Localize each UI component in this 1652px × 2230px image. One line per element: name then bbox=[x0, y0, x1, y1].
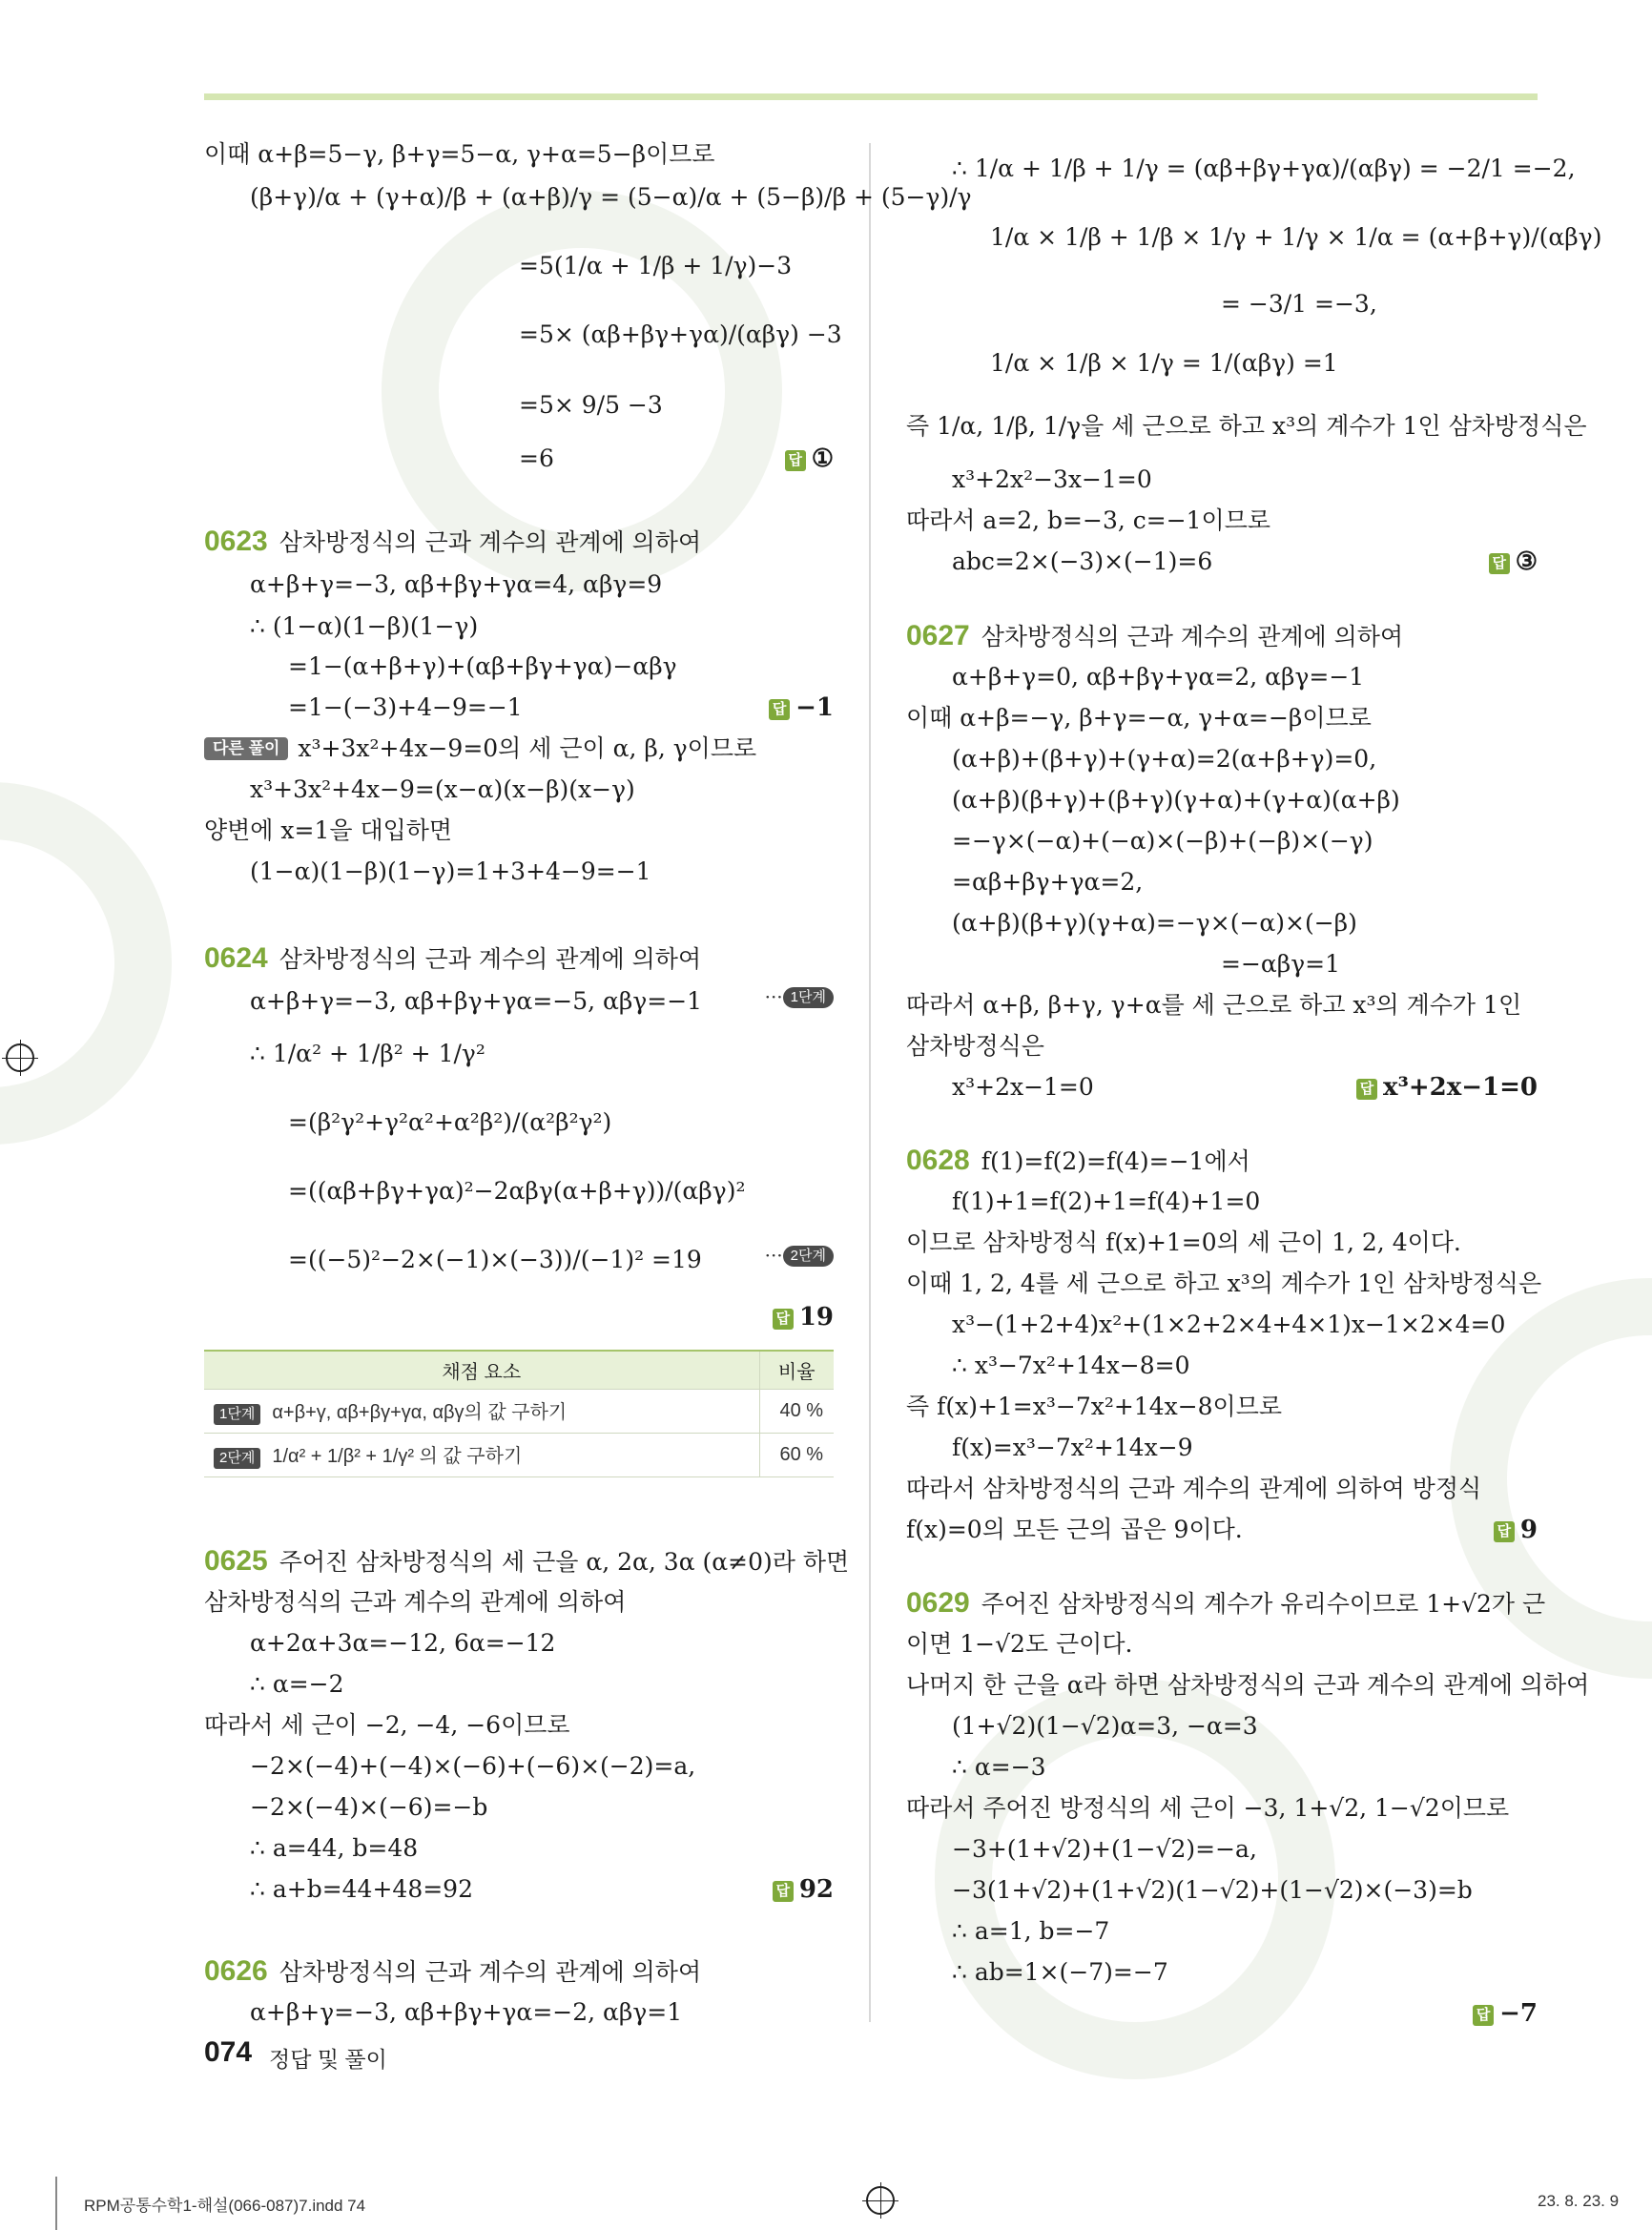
line-text: f(1)+1=f(2)+1=f(4)+1=0 bbox=[952, 1187, 1261, 1215]
text-line bbox=[906, 702, 1372, 734]
text-line bbox=[204, 692, 523, 724]
text-line bbox=[906, 410, 1587, 443]
text-line bbox=[906, 1669, 1589, 1702]
answer-value: 92 bbox=[798, 1875, 834, 1904]
text-line bbox=[204, 319, 842, 351]
answer-mark bbox=[773, 1301, 834, 1333]
answer-mark bbox=[1494, 1514, 1538, 1546]
scoring-item-cell bbox=[204, 1389, 759, 1433]
line-text: α+2α+3α=−12, 6α=−12 bbox=[250, 1629, 556, 1657]
scoring-ratio: 40 % bbox=[759, 1389, 834, 1433]
scoring-header-item: 채점 요소 bbox=[204, 1351, 759, 1389]
answer-value: −1 bbox=[795, 693, 834, 722]
scoring-ratio: 60 % bbox=[759, 1433, 834, 1476]
text-line bbox=[906, 989, 1521, 1022]
line-text: f(1)=f(2)=f(4)=−1에서 bbox=[981, 1147, 1250, 1175]
line-text: 따라서 주어진 방정식의 세 근이 −3, 1+√2, 1−√2이므로 bbox=[906, 1794, 1510, 1822]
text-line bbox=[906, 1956, 1168, 1989]
line-text: (1−α)(1−β)(1−γ)=1+3+4−9=−1 bbox=[250, 857, 651, 885]
text-line bbox=[906, 221, 1601, 254]
line-text: (α+β)(β+γ)+(β+γ)(γ+α)+(γ+α)(α+β) bbox=[952, 786, 1400, 814]
line-text: 나머지 한 근을 α라 하면 삼차방정식의 근과 계수의 관계에 의하여 bbox=[906, 1671, 1590, 1699]
answer-icon: 답 bbox=[1494, 1521, 1515, 1542]
line-text: α+β+γ=−3, αβ+βγ+γα=−2, αβγ=1 bbox=[250, 1998, 683, 2026]
text-line bbox=[906, 743, 1376, 775]
text-line bbox=[906, 505, 1270, 537]
table-row bbox=[204, 1433, 834, 1476]
line-text: α+β+γ=−3, αβ+βγ+γα=4, αβγ=9 bbox=[250, 570, 663, 598]
line-text: =1−(α+β+γ)+(αβ+βγ+γα)−αβγ bbox=[288, 652, 677, 680]
text-line bbox=[204, 389, 663, 422]
text-line bbox=[906, 1186, 1260, 1218]
answer-mark bbox=[1356, 1071, 1538, 1104]
line-text: (1+√2)(1−√2)α=3, −α=3 bbox=[952, 1712, 1258, 1740]
answer-mark bbox=[1473, 1997, 1538, 2030]
text-line bbox=[204, 1627, 555, 1660]
line-text: 이때 α+β=−γ, β+γ=−α, γ+α=−β이므로 bbox=[906, 704, 1372, 732]
line-text: 삼차방정식의 근과 계수의 관계에 의하여 bbox=[279, 1958, 702, 1986]
text-line bbox=[204, 815, 452, 847]
line-text: ∴ a=44, b=48 bbox=[250, 1834, 419, 1862]
line-text: ∴ α=−2 bbox=[250, 1670, 344, 1698]
line-text: −3+(1+√2)+(1−√2)=−a, bbox=[952, 1835, 1257, 1863]
text-line bbox=[204, 985, 702, 1018]
problem-number: 0624 bbox=[204, 942, 268, 974]
step-badge: 2단계 bbox=[783, 1246, 834, 1267]
line-text: (α+β)+(β+γ)+(γ+α)=2(α+β+γ)=0, bbox=[952, 745, 1377, 773]
line-text: x³−(1+2+4)x²+(1×2+2×4+4×1)x−1×2×4=0 bbox=[952, 1311, 1506, 1338]
problem-number: 0629 bbox=[906, 1587, 970, 1619]
line-text: =5× 9/5 −3 bbox=[519, 391, 663, 419]
line-text: =−γ×(−α)+(−α)×(−β)+(−β)×(−γ) bbox=[952, 827, 1373, 855]
text-line bbox=[204, 1873, 473, 1906]
answer-mark bbox=[1489, 546, 1538, 578]
line-text: 따라서 세 근이 −2, −4, −6이므로 bbox=[204, 1711, 570, 1739]
line-text: ∴ ab=1×(−7)=−7 bbox=[952, 1958, 1168, 1986]
text-line bbox=[204, 1545, 849, 1579]
answer-icon: 답 bbox=[773, 1309, 794, 1330]
text-line bbox=[906, 153, 1576, 185]
answer-icon: 답 bbox=[785, 450, 806, 471]
line-text: = −3/1 =−3, bbox=[1221, 290, 1377, 318]
text-line bbox=[906, 1030, 1044, 1063]
scoring-table-header bbox=[204, 1351, 834, 1389]
text-line bbox=[204, 526, 701, 559]
text-line bbox=[204, 1791, 487, 1824]
text-line bbox=[906, 1628, 1132, 1661]
line-text: α+β+γ=−3, αβ+βγ+γα=−5, αβγ=−1 bbox=[250, 987, 703, 1015]
line-text: 따라서 삼차방정식의 근과 계수의 관계에 의하여 방정식 bbox=[906, 1475, 1482, 1502]
line-text: x³+2x²−3x−1=0 bbox=[952, 465, 1152, 493]
answer-mark bbox=[769, 692, 834, 724]
line-text: 주어진 삼차방정식의 계수가 유리수이므로 1+√2가 근 bbox=[981, 1590, 1546, 1618]
answer-icon: 답 bbox=[1356, 1079, 1377, 1100]
text-line bbox=[204, 1586, 626, 1619]
scoring-item: 1/α² + 1/β² + 1/γ² 의 값 구하기 bbox=[272, 1446, 523, 1467]
scoring-item: α+β+γ, αβ+βγ+γα, αβγ의 값 구하기 bbox=[272, 1402, 568, 1423]
text-line bbox=[204, 443, 554, 475]
text-line bbox=[906, 784, 1400, 816]
answer-icon: 답 bbox=[1489, 553, 1510, 574]
text-line bbox=[906, 1071, 1094, 1104]
text-line bbox=[204, 1750, 695, 1783]
text-line bbox=[906, 1432, 1193, 1464]
line-text: −2×(−4)×(−6)=−b bbox=[250, 1793, 488, 1821]
text-line bbox=[204, 138, 715, 171]
step-marker bbox=[765, 1244, 834, 1267]
text-line bbox=[204, 856, 651, 888]
line-text: =((−5)²−2×(−1)×(−3))/(−1)² =19 bbox=[288, 1246, 702, 1273]
text-line bbox=[906, 620, 1403, 653]
text-line bbox=[906, 1473, 1481, 1505]
text-line bbox=[204, 1244, 702, 1276]
text-line bbox=[204, 1996, 682, 2029]
problem-number: 0623 bbox=[204, 526, 268, 557]
text-line bbox=[906, 347, 1338, 380]
answer-icon: 답 bbox=[1473, 2005, 1494, 2026]
text-line bbox=[204, 1038, 485, 1070]
text-line bbox=[906, 288, 1377, 320]
line-text: (α+β)(β+γ)(γ+α)=−γ×(−α)×(−β) bbox=[952, 909, 1357, 937]
line-text: x³+2x−1=0 bbox=[952, 1073, 1094, 1101]
line-text: =((αβ+βγ+γα)²−2αβγ(α+β+γ))/(αβγ)² bbox=[288, 1177, 746, 1205]
text-line bbox=[906, 1514, 1243, 1546]
text-line bbox=[204, 942, 701, 976]
line-text: 1/α × 1/β × 1/γ = 1/(αβγ) =1 bbox=[990, 349, 1338, 377]
registration-mark-icon bbox=[6, 1043, 34, 1072]
text-line bbox=[204, 1175, 745, 1208]
line-text: abc=2×(−3)×(−1)=6 bbox=[952, 547, 1213, 575]
line-text: =1−(−3)+4−9=−1 bbox=[288, 693, 523, 721]
text-line bbox=[906, 907, 1357, 939]
text-line bbox=[906, 1268, 1541, 1300]
text-line bbox=[204, 1668, 344, 1701]
text-line bbox=[906, 825, 1373, 857]
text-line bbox=[906, 1792, 1509, 1825]
text-line bbox=[204, 181, 972, 214]
text-line bbox=[906, 1751, 1046, 1784]
line-text: ∴ x³−7x²+14x−8=0 bbox=[952, 1352, 1190, 1379]
text-line bbox=[906, 1227, 1461, 1259]
line-text: 삼차방정식의 근과 계수의 관계에 의하여 bbox=[981, 623, 1404, 650]
text-line bbox=[906, 866, 1143, 898]
text-line bbox=[906, 546, 1212, 578]
line-text: −3(1+√2)+(1+√2)(1−√2)+(1−√2)×(−3)=b bbox=[952, 1876, 1473, 1904]
line-text: −2×(−4)+(−4)×(−6)+(−6)×(−2)=a, bbox=[250, 1752, 696, 1780]
problem-number: 0628 bbox=[906, 1145, 970, 1176]
text-line bbox=[204, 650, 677, 683]
line-text: 이때 α+β=5−γ, β+γ=5−α, γ+α=5−β이므로 bbox=[204, 140, 715, 168]
answer-value: x³+2x−1=0 bbox=[1382, 1073, 1538, 1102]
page-title: 정답 및 풀이 bbox=[269, 2047, 387, 2072]
line-text: 주어진 삼차방정식의 세 근을 α, 2α, 3α (α≠0)라 하면 bbox=[279, 1548, 850, 1576]
line-text: 즉 f(x)+1=x³−7x²+14x−8이므로 bbox=[906, 1393, 1283, 1420]
table-row bbox=[204, 1389, 834, 1433]
answer-value: ① bbox=[811, 444, 834, 473]
line-text: =5× (αβ+βγ+γα)/(αβγ) −3 bbox=[519, 320, 842, 348]
registration-mark-icon bbox=[866, 2186, 895, 2215]
scoring-table bbox=[204, 1350, 834, 1477]
answer-value: 9 bbox=[1519, 1516, 1538, 1544]
crop-mark bbox=[55, 2177, 57, 2230]
answer-value: −7 bbox=[1499, 1999, 1538, 2028]
text-line bbox=[906, 1710, 1258, 1743]
text-line bbox=[906, 1874, 1473, 1907]
line-text: 따라서 α+β, β+γ, γ+α를 세 근으로 하고 x³의 계수가 1인 bbox=[906, 991, 1522, 1019]
text-line bbox=[906, 464, 1152, 496]
line-text: 이때 1, 2, 4를 세 근으로 하고 x³의 계수가 1인 삼차방정식은 bbox=[906, 1270, 1542, 1297]
text-line bbox=[906, 1833, 1257, 1866]
text-line bbox=[204, 568, 662, 601]
answer-mark bbox=[773, 1873, 834, 1906]
line-text: 삼차방정식의 근과 계수의 관계에 의하여 bbox=[279, 945, 702, 973]
text-line bbox=[906, 1350, 1190, 1382]
column-divider bbox=[869, 143, 871, 2022]
date-slug: 23. 8. 23. 9 bbox=[1538, 2192, 1620, 2210]
line-text: 이므로 삼차방정식 f(x)+1=0의 세 근이 1, 2, 4이다. bbox=[906, 1229, 1461, 1256]
text-line bbox=[204, 733, 756, 765]
step-dots: ··· bbox=[764, 985, 783, 1008]
step-tag: 2단계 bbox=[214, 1448, 260, 1469]
text-line bbox=[204, 1832, 418, 1865]
answer-mark bbox=[785, 443, 834, 475]
line-text: f(x)=0의 모든 근의 곱은 9이다. bbox=[906, 1516, 1243, 1543]
line-text: ∴ (1−α)(1−β)(1−γ) bbox=[250, 612, 479, 640]
file-slug: RPM공통수학1-해설(066-087)7.indd 74 bbox=[84, 2197, 366, 2215]
problem-number: 0627 bbox=[906, 620, 970, 651]
step-marker bbox=[765, 985, 834, 1008]
line-text: f(x)=x³−7x²+14x−9 bbox=[952, 1434, 1193, 1461]
line-text: ∴ a+b=44+48=92 bbox=[250, 1875, 473, 1903]
line-text: 따라서 a=2, b=−3, c=−1이므로 bbox=[906, 506, 1270, 534]
text-line bbox=[204, 1955, 701, 1989]
line-text: 삼차방정식의 근과 계수의 관계에 의하여 bbox=[279, 528, 702, 556]
text-line bbox=[906, 1391, 1282, 1423]
line-text: =−αβγ=1 bbox=[1221, 950, 1341, 978]
line-text: α+β+γ=0, αβ+βγ+γα=2, αβγ=−1 bbox=[952, 663, 1365, 691]
text-line bbox=[906, 661, 1364, 693]
answer-value: 19 bbox=[798, 1303, 834, 1332]
answer-icon: 답 bbox=[769, 699, 790, 720]
line-text: ∴ a=1, b=−7 bbox=[952, 1917, 1110, 1945]
line-text: ∴ α=−3 bbox=[952, 1753, 1046, 1781]
text-line bbox=[906, 1309, 1505, 1341]
text-line bbox=[906, 948, 1340, 981]
text-line bbox=[906, 1915, 1109, 1948]
line-text: =αβ+βγ+γα=2, bbox=[952, 868, 1144, 896]
text-line bbox=[204, 1106, 611, 1139]
line-text: =6 bbox=[519, 444, 554, 472]
line-text: (β+γ)/α + (γ+α)/β + (α+β)/γ = (5−α)/α + (5−β)/β + (5−γ)/γ bbox=[250, 183, 972, 211]
line-text: ∴ 1/α + 1/β + 1/γ = (αβ+βγ+γα)/(αβγ) = −2/1 =−2, bbox=[952, 155, 1576, 182]
line-text: =(β²γ²+γ²α²+α²β²)/(α²β²γ²) bbox=[288, 1108, 612, 1136]
text-line bbox=[906, 1587, 1545, 1621]
line-text: 양변에 x=1을 대입하면 bbox=[204, 816, 453, 844]
scoring-item-cell bbox=[204, 1433, 759, 1476]
step-dots: ··· bbox=[764, 1244, 783, 1267]
text-line bbox=[204, 250, 792, 282]
scoring-header-ratio: 비율 bbox=[759, 1351, 834, 1389]
step-badge: 1단계 bbox=[783, 987, 834, 1008]
line-text: x³+3x²+4x−9=0의 세 근이 α, β, γ이므로 bbox=[298, 734, 757, 762]
problem-number: 0626 bbox=[204, 1955, 268, 1987]
answer-icon: 답 bbox=[773, 1881, 794, 1902]
line-text: 이면 1−√2도 근이다. bbox=[906, 1630, 1133, 1658]
text-line bbox=[204, 1709, 570, 1742]
line-text: 즉 1/α, 1/β, 1/γ을 세 근으로 하고 x³의 계수가 1인 삼차방정식은 bbox=[906, 412, 1587, 440]
answer-value: ③ bbox=[1515, 547, 1538, 576]
line-text: =5(1/α + 1/β + 1/γ)−3 bbox=[519, 252, 793, 279]
text-line bbox=[906, 1145, 1250, 1178]
top-rule bbox=[204, 93, 1538, 100]
alt-solution-badge: 다른 풀이 bbox=[204, 737, 288, 760]
line-text: ∴ 1/α² + 1/β² + 1/γ² bbox=[250, 1040, 485, 1067]
text-line bbox=[204, 774, 635, 806]
line-text: 삼차방정식의 근과 계수의 관계에 의하여 bbox=[204, 1588, 627, 1616]
step-tag: 1단계 bbox=[214, 1404, 260, 1425]
text-line bbox=[204, 610, 478, 643]
line-text: 삼차방정식은 bbox=[906, 1032, 1044, 1060]
line-text: x³+3x²+4x−9=(x−α)(x−β)(x−γ) bbox=[250, 775, 635, 803]
line-text: 1/α × 1/β + 1/β × 1/γ + 1/γ × 1/α = (α+β+γ)/(αβγ) bbox=[990, 223, 1602, 251]
page-number: 074 bbox=[204, 2036, 253, 2068]
watermark-shape bbox=[0, 782, 172, 1145]
problem-number: 0625 bbox=[204, 1545, 268, 1577]
